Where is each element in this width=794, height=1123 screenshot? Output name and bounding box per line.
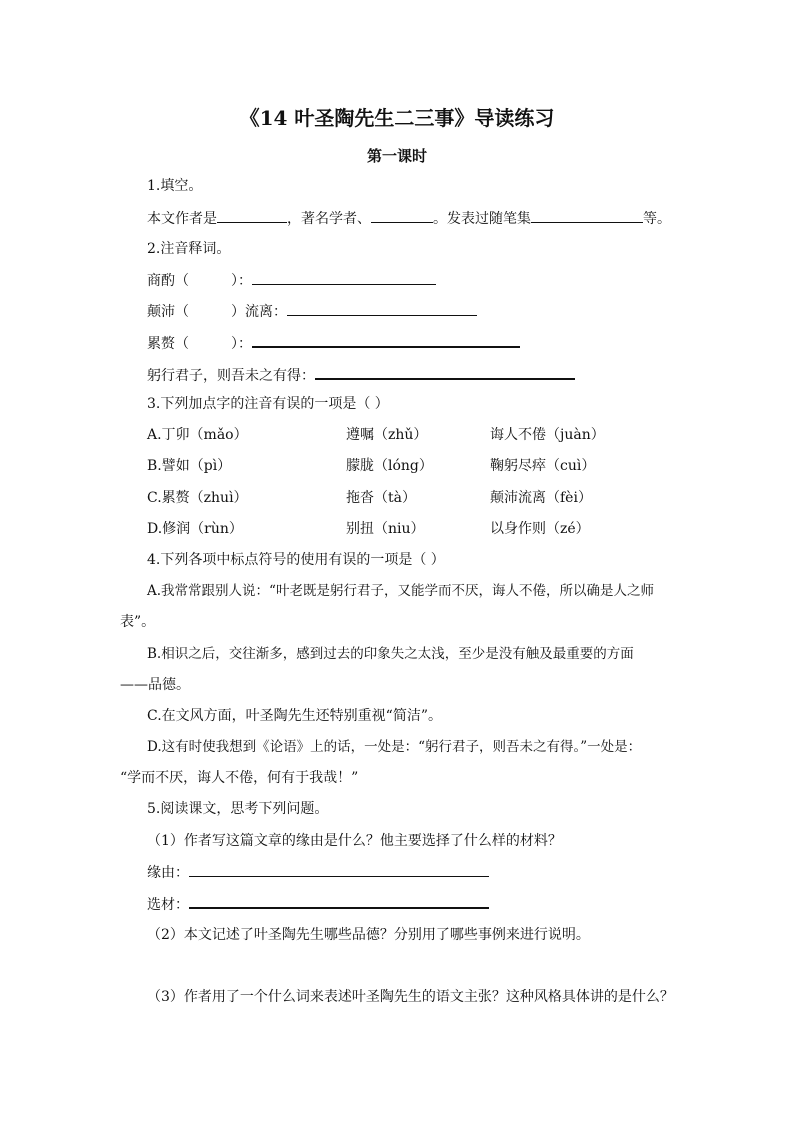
q4-option-b-line2: ——品德。 bbox=[120, 677, 190, 693]
material-blank[interactable] bbox=[189, 893, 489, 909]
q3-option-a2: 遵嘱（zhǔ） bbox=[346, 427, 428, 443]
q2-item-3 bbox=[147, 332, 520, 354]
q2-close-2: ）流离： bbox=[231, 304, 287, 320]
q2-close-1: ）： bbox=[231, 273, 252, 289]
q3-option-c1[interactable]: C.累赘（zhuì） bbox=[147, 490, 248, 506]
q3-option-a3: 诲人不倦（juàn） bbox=[490, 427, 605, 443]
q3-heading: 3.下列加点字的注音有误的一项是（ ） bbox=[147, 396, 389, 412]
q3-option-d3: 以身作则（zé） bbox=[490, 521, 590, 537]
q1-heading: 1.填空。 bbox=[147, 178, 203, 194]
q4-option-a-line1[interactable]: A.我常常跟别人说：“叶老既是躬行君子，又能学而不厌，诲人不倦，所以确是人之师 bbox=[147, 583, 654, 599]
q3-option-d2: 别扭（niu） bbox=[346, 521, 425, 537]
q4-option-b-line1[interactable]: B.相识之后，交往渐多，感到过去的印象失之太浅，至少是没有触及最重要的方面 bbox=[147, 646, 634, 662]
q4-option-d-line1[interactable]: D.这有时使我想到《论语》上的话，一处是：“躬行君子，则吾未之有得。”一处是： bbox=[147, 739, 642, 755]
q2-close-3: ）： bbox=[231, 336, 252, 352]
q3-option-b1[interactable]: B.譬如（pì） bbox=[147, 458, 232, 474]
definition-blank-2[interactable] bbox=[287, 301, 477, 316]
q2-heading: 2.注音释词。 bbox=[147, 241, 231, 257]
q3-option-d1[interactable]: D.修润（rùn） bbox=[147, 521, 243, 537]
reason-blank[interactable] bbox=[189, 862, 489, 877]
q4-option-c[interactable]: C.在文风方面，叶圣陶先生还特别重视“简洁”。 bbox=[147, 708, 442, 724]
q4-option-d-line2: “学而不厌，诲人不倦，何有于我哉！” bbox=[120, 770, 359, 786]
q2-word-3: 累赘（ bbox=[147, 336, 189, 352]
q5-sub-question-2: （2）本文记述了叶圣陶先生哪些品德？分别用了哪些事例来进行说明。 bbox=[147, 927, 590, 943]
q5-sub-question-1: （1）作者写这篇文章的缘由是什么？他主要选择了什么样的材料？ bbox=[147, 833, 562, 849]
definition-blank-1[interactable] bbox=[252, 270, 436, 285]
q4-heading: 4.下列各项中标点符号的使用有误的一项是（ ） bbox=[147, 552, 445, 568]
q1-text-3: 。发表过随笔集 bbox=[433, 211, 531, 227]
q3-option-a1[interactable]: A.丁卯（mǎo） bbox=[147, 427, 248, 443]
q2-word-1: 商酌（ bbox=[147, 273, 189, 289]
q5-sub-question-3: （3）作者用了一个什么词来表述叶圣陶先生的语文主张？这种风格具体讲的是什么？ bbox=[147, 989, 674, 1005]
q2-word-2: 颠沛（ bbox=[147, 304, 189, 320]
q2-item-1 bbox=[147, 270, 436, 291]
q3-option-c2: 拖沓（tà） bbox=[346, 490, 416, 506]
definition-blank-4[interactable] bbox=[315, 364, 575, 380]
q2-item-4 bbox=[147, 364, 575, 386]
q1-text-1: 本文作者是 bbox=[147, 211, 217, 227]
material-label: 选材： bbox=[147, 897, 189, 913]
q4-option-a-line2: 表”。 bbox=[120, 614, 156, 630]
page-subtitle: 第一课时 bbox=[366, 147, 427, 165]
q1-text-2: ，著名学者、 bbox=[287, 211, 371, 227]
author-blank[interactable] bbox=[217, 208, 287, 223]
definition-blank-3[interactable] bbox=[252, 332, 520, 348]
q5-material-line bbox=[147, 893, 489, 915]
reason-label: 缘由： bbox=[147, 865, 189, 881]
page-title: 《14 叶圣陶先生二三事》导读练习 bbox=[239, 106, 555, 130]
title-blank[interactable] bbox=[371, 208, 433, 223]
q3-option-b2: 朦胧（lóng） bbox=[346, 458, 433, 474]
q3-option-b3: 鞠躬尽瘁（cuì） bbox=[490, 458, 596, 474]
q3-option-c3: 颠沛流离（fèi） bbox=[490, 490, 592, 506]
q2-item-2 bbox=[147, 301, 477, 322]
q5-heading: 5.阅读课文，思考下列问题。 bbox=[147, 801, 329, 817]
q2-word-4: 躬行君子，则吾未之有得： bbox=[147, 368, 315, 384]
q1-fill-line bbox=[147, 208, 671, 229]
q5-reason-line bbox=[147, 862, 489, 883]
essay-collection-blank[interactable] bbox=[531, 208, 643, 223]
q1-text-4: 等。 bbox=[643, 211, 671, 227]
